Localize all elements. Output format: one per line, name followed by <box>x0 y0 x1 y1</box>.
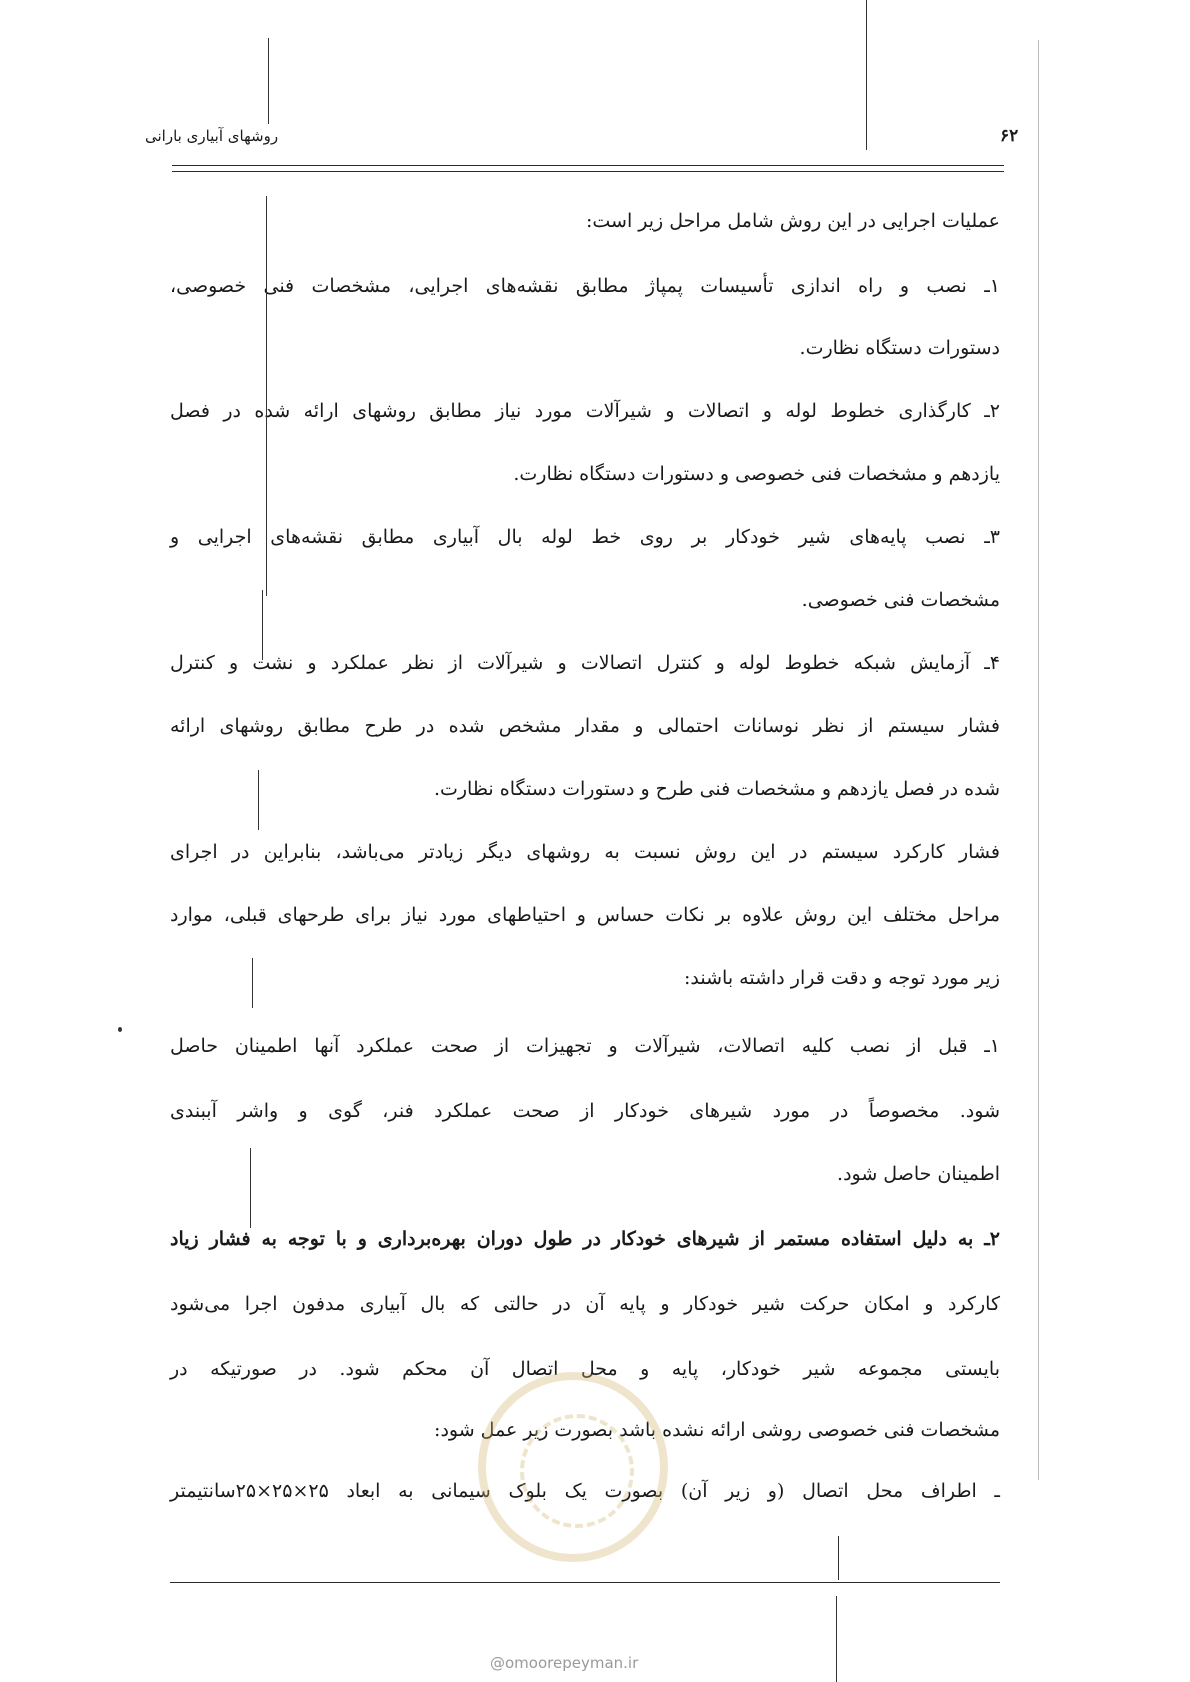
item-4-line-1: ۴ـ آزمایش شبکه خطوط لوله و کنترل اتصالات و شیرآلات از نظر عملکرد و نشت و کنترل <box>170 652 1000 674</box>
scan-speck <box>118 1027 122 1032</box>
scan-line <box>262 590 263 660</box>
scan-line <box>258 770 259 830</box>
note-1-line-1: ۱ـ قبل از نصب کلیه اتصالات، شیرآلات و تجهیزات از صحت عملکرد آنها اطمینان حاصل <box>170 1035 1000 1057</box>
page-number: ۶۲ <box>1000 126 1019 146</box>
note-1-line-3: اطمینان حاصل شود. <box>837 1163 1000 1185</box>
item-4-line-3: شده در فصل یازدهم و مشخصات فنی طرح و دستورات دستگاه نظارت. <box>433 778 1000 800</box>
scan-line <box>866 0 867 150</box>
scan-line <box>836 1596 837 1682</box>
para-2-line-1: فشار کارکرد سیستم در این روش نسبت به روشهای دیگر زیادتر می‌باشد، بنابراین در اجرای <box>170 841 1001 863</box>
scan-line <box>250 1148 251 1228</box>
item-2-line-2: یازدهم و مشخصات فنی خصوصی و دستورات دستگاه نظارت. <box>513 463 1000 485</box>
scan-line <box>1038 40 1039 1480</box>
watermark-seal-icon <box>478 1372 668 1562</box>
note-2-line-3: بایستی مجموعه شیر خودکار، پایه و محل اتصال آن محکم شود. در صورتیکه در <box>170 1358 1000 1380</box>
note-2-line-2: کارکرد و امکان حرکت شیر خودکار و پایه آن در حالتی که بال آبیاری مدفون اجرا می‌شود <box>170 1293 1000 1315</box>
item-4-line-2: فشار سیستم از نظر نوسانات احتمالی و مقدار مشخص شده در طرح مطابق روشهای ارائه <box>170 715 1000 737</box>
note-2-bullet-line: ـ اطراف محل اتصال (و زیر آن) بصورت یک بلوک سیمانی به ابعاد ۲۵×۲۵×۲۵سانتیمتر <box>170 1480 1000 1502</box>
note-2-line-4: مشخصات فنی خصوصی روشی ارائه نشده باشد بصورت زیر عمل شود: <box>434 1419 1000 1441</box>
header-rule-bottom <box>172 171 1004 172</box>
note-1-line-2: شود. مخصوصاً در مورد شیرهای خودکار از صحت عملکرد فنر، گوی و واشر آببندی <box>170 1100 1000 1122</box>
footer-rule <box>170 1582 1000 1583</box>
scan-line <box>252 958 253 1008</box>
watermark-site: @omoorepeyman.ir <box>490 1654 639 1672</box>
item-1-line-2: دستورات دستگاه نظارت. <box>799 337 1000 359</box>
intro-line: عملیات اجرایی در این روش شامل مراحل زیر است: <box>585 210 1000 232</box>
item-1-line-1: ۱ـ نصب و راه اندازی تأسیسات پمپاژ مطابق نقشه‌های اجرایی، مشخصات فنی خصوصی، <box>170 275 1000 297</box>
item-3-line-2: مشخصات فنی خصوصی. <box>801 589 1000 611</box>
item-2-line-1: ۲ـ کارگذاری خطوط لوله و اتصالات و شیرآلات مورد نیاز مطابق روشهای ارائه شده در فصل <box>170 400 1000 422</box>
note-2-line-1: ۲ـ به دلیل استفاده مستمر از شیرهای خودکار در طول دوران بهره‌برداری و با توجه به فشار زیاد <box>170 1228 1000 1250</box>
running-head-title: روشهای آبیاری بارانی <box>145 127 279 145</box>
scan-line <box>268 38 269 124</box>
item-3-line-1: ۳ـ نصب پایه‌های شیر خودکار بر روی خط لوله بال آبیاری مطابق نقشه‌های اجرایی و <box>170 526 1000 548</box>
para-2-line-3: زیر مورد توجه و دقت قرار داشته باشند: <box>684 967 1000 989</box>
scan-line <box>266 196 267 596</box>
para-2-line-2: مراحل مختلف این روش علاوه بر نکات حساس و احتیاطهای مورد نیاز برای طرحهای قبلی، موارد <box>170 904 1000 926</box>
scan-line <box>838 1536 839 1580</box>
header-rule-top <box>172 165 1004 166</box>
